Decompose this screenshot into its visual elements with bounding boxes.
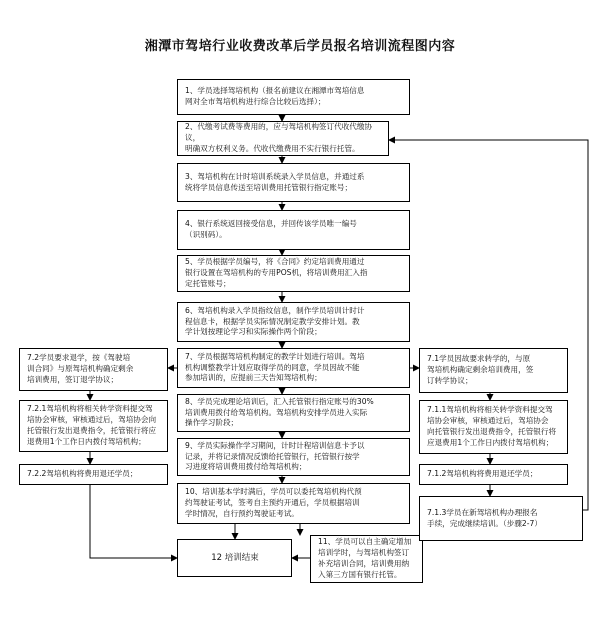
step-9-box	[177, 438, 410, 476]
step-10-box	[177, 483, 410, 524]
arrow-r713-loop	[389, 140, 588, 510]
step-7-2-text: 7.2学员要求退学，按《驾驶培 训合同》与原驾培机构确定剩余 培训费用，签订退学协议；	[27, 353, 134, 384]
step-3-box	[177, 163, 410, 202]
step-7-2-1-text: 7.2.1驾培机构将相关转学资料提交驾 培协会审核，审核通过后，驾培协会向 托管银行发出退费指令，托管银行将应 退费用1个工作日内拨付驾培机构；	[27, 404, 157, 446]
step-2-box	[177, 121, 389, 156]
step-4-text: 4、银行系统返回接受信息，并回传该学员唯一编号 （识别码）。	[185, 219, 357, 239]
step-4-box	[177, 210, 410, 250]
step-7-2-box	[19, 348, 168, 391]
step-7-1-3-text: 7.1.3学员在新驾培机构办理报名 手续，完成继续培训。（步骤2-7）	[427, 507, 542, 528]
step-10-text: 10、培训基本学时满后，学员可以委托驾培机构代预 约驾驶证考试，签考自主预约开通后，学员根据培训 学时情况，自行预约驾驶证考试。	[185, 487, 362, 518]
step-1-box	[177, 79, 410, 115]
step-7-1-2-box	[419, 464, 568, 485]
step-7-1-3-box	[419, 496, 583, 541]
step-12-box	[177, 539, 292, 577]
step-7-text: 7、学员根据驾培机构制定的教学计划进行培训。驾培 机构调整教学计划应取得学员的同意，学员因故不能 参加培训的，应提前三天告知驾培机构；	[185, 351, 365, 383]
step-7-2-2-box	[19, 464, 168, 485]
step-11-text: 11、学员可以自主确定增加 培训学时，与驾培机构签订 补充培训合同，培训费用纳 入第三方国有银行托管。	[318, 537, 412, 579]
page-title: 湘潭市驾培行业收费改革后学员报名培训流程图内容	[144, 39, 456, 54]
step-5-box	[177, 255, 410, 292]
step-5-text: 5、学员根据学员编号，将《合同》约定培训费用通过 银行设置在驾培机构的专用POS机，将培训费用汇入指 定托管账号；	[185, 257, 368, 288]
step-8-box	[177, 394, 410, 432]
step-6-box	[177, 302, 410, 342]
step-3-text: 3、驾培机构在计时培训系统录入学员信息，并通过系 统将学员信息传送至培训费用托管银行指定账号；	[185, 171, 365, 192]
step-8-text: 8、学员完成理论培训后，汇入托管银行指定账号的30% 培训费用拨付给驾培机构。驾培机构安排学员进入实际 操作学习阶段；	[185, 396, 374, 428]
step-12-text: 12 培训结束	[211, 552, 259, 563]
step-1-text: 1、学员选择驾培机构（报名前建议在湘潭市驾培信息 网对全市驾培机构进行综合比较后选择）；	[185, 86, 365, 106]
step-7-box	[177, 348, 410, 388]
step-7-1-2-text: 7.1.2驾培机构将费用退还学员；	[427, 469, 538, 479]
arrow-l722-end	[90, 485, 177, 558]
step-7-1-text: 7.1学员因故要求转学的，与原 驾培机构确定剩余培训费用，签 订转学协议；	[427, 354, 534, 385]
step-9-text: 9、学员实际操作学习期间，计时计程培训信息卡予以 记录，并将记录情况反馈给托管银行，托管银行按学 习进度将培训费用拨付给驾培机构；	[185, 440, 365, 472]
step-7-1-1-text: 7.1.1驾培机构将相关转学资料提交驾 培协会审核，审核通过后，驾培协会 向托管银行发出退费指令，托管银行将 应退费用1个工作日内拨付驾培机构；	[427, 405, 557, 447]
step-11-box	[310, 535, 423, 583]
step-6-text: 6、驾培机构录入学员指纹信息，制作学员培训计时计 程信息卡，根据学员实际情况制定教学安排计划。教 学计划按理论学习和实际操作两个阶段；	[185, 305, 365, 337]
step-7-2-2-text: 7.2.2驾培机构将费用退还学员；	[27, 469, 138, 479]
step-7-1-box	[419, 348, 568, 393]
step-2-text: 2、代缴考试费等费用的，应与驾培机构签订代收代缴协议， 明确双方权利义务。代收代缴费用不实行银行托管。	[185, 122, 373, 153]
step-7-1-1-box	[419, 400, 568, 454]
step-7-2-1-box	[19, 400, 168, 452]
